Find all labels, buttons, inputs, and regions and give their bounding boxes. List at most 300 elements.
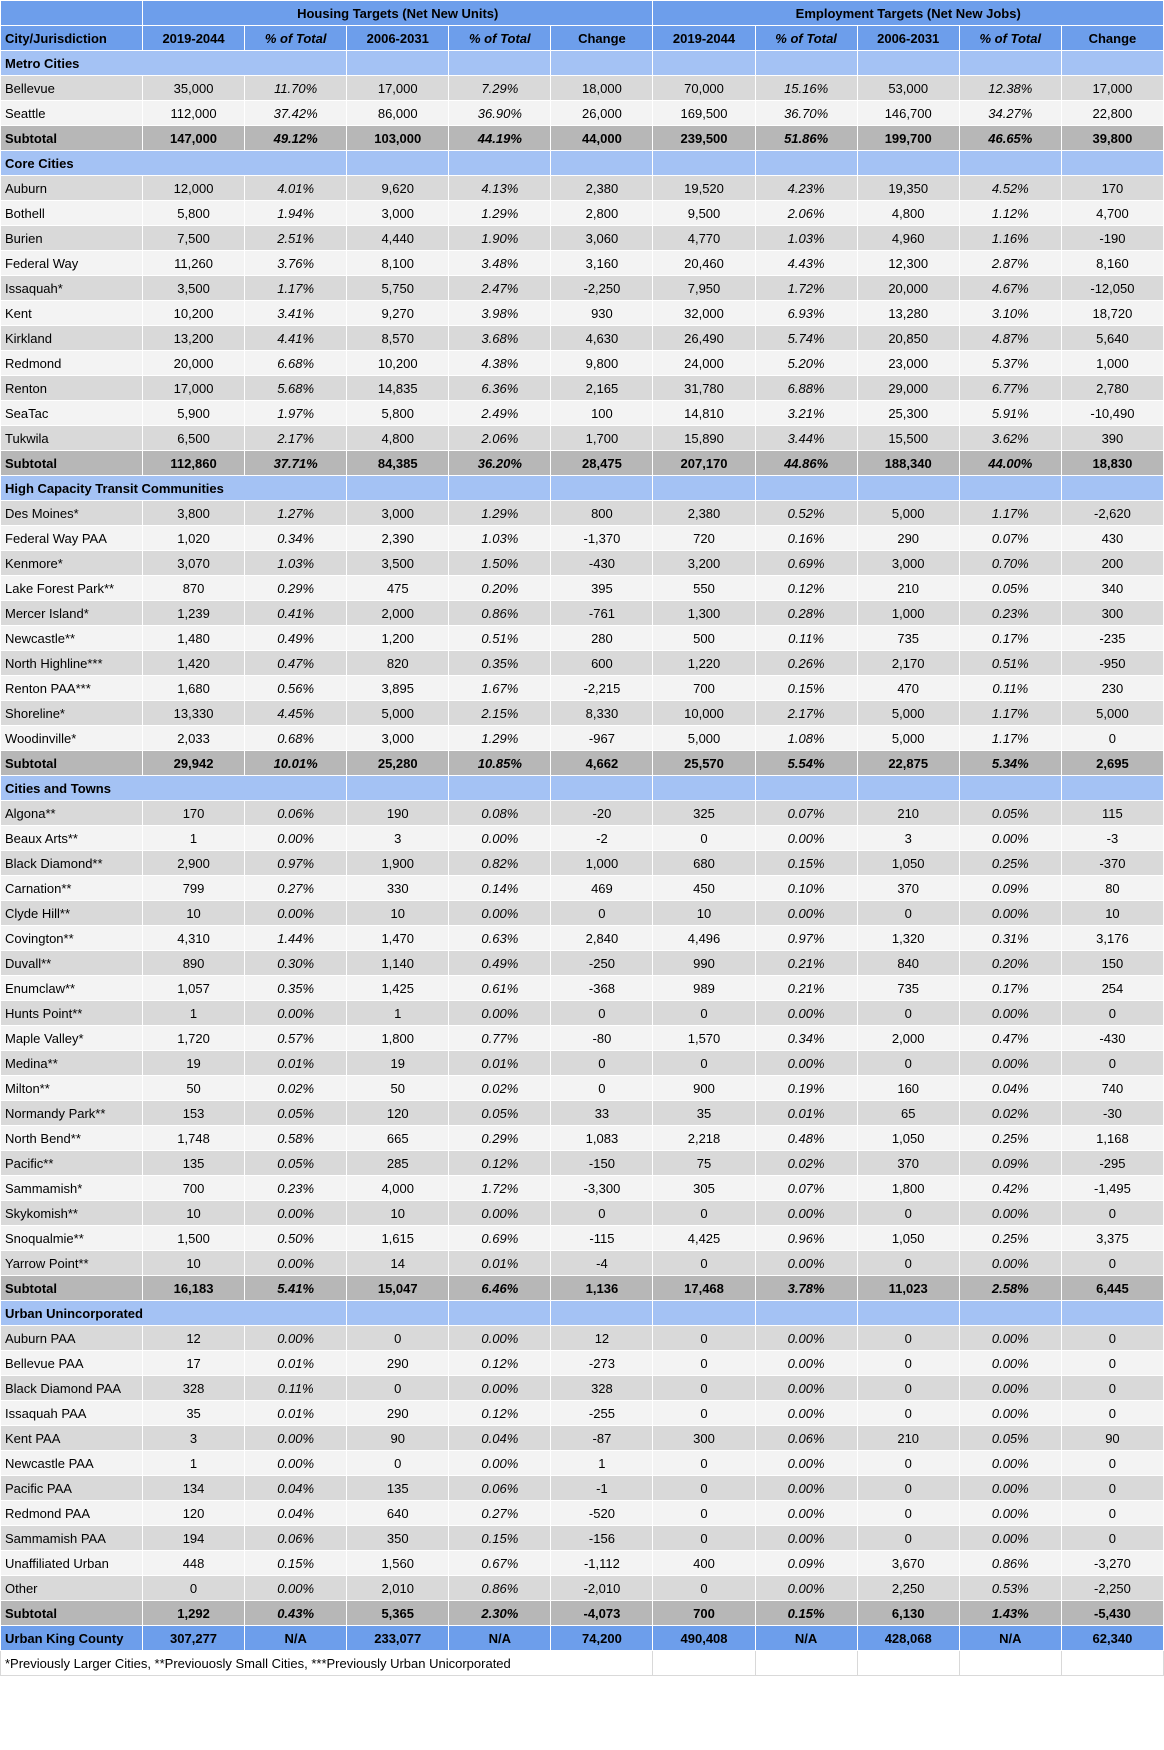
city-cell: Snoqualmie** bbox=[1, 1226, 143, 1251]
value-cell: 5,000 bbox=[347, 701, 449, 726]
housing-col-pct-1: % of Total bbox=[245, 26, 347, 51]
value-cell: 0.34% bbox=[755, 1026, 857, 1051]
subtotal-value-cell: 51.86% bbox=[755, 126, 857, 151]
value-cell: -12,050 bbox=[1061, 276, 1163, 301]
table-row bbox=[1, 1226, 1164, 1251]
value-cell: 65 bbox=[857, 1101, 959, 1126]
subtotal-value-cell: 11,023 bbox=[857, 1276, 959, 1301]
subtotal-value-cell: 15,047 bbox=[347, 1276, 449, 1301]
subtotal-row bbox=[1, 1276, 1164, 1301]
table-row bbox=[1, 326, 1164, 351]
value-cell: 0.56% bbox=[245, 676, 347, 701]
value-cell: 2,390 bbox=[347, 526, 449, 551]
city-cell: Shoreline* bbox=[1, 701, 143, 726]
section-filler-cell bbox=[653, 776, 755, 801]
subtotal-value-cell: 199,700 bbox=[857, 126, 959, 151]
value-cell: 14 bbox=[347, 1251, 449, 1276]
value-cell: 0.00% bbox=[449, 1201, 551, 1226]
subtotal-value-cell: 16,183 bbox=[143, 1276, 245, 1301]
value-cell: 0.00% bbox=[449, 1326, 551, 1351]
subtotal-value-cell: 1,136 bbox=[551, 1276, 653, 1301]
value-cell: 3,800 bbox=[143, 501, 245, 526]
value-cell: 3 bbox=[857, 826, 959, 851]
value-cell: 4.41% bbox=[245, 326, 347, 351]
subtotal-value-cell: 22,875 bbox=[857, 751, 959, 776]
value-cell: 0.02% bbox=[245, 1076, 347, 1101]
value-cell: 800 bbox=[551, 501, 653, 526]
city-cell: Renton bbox=[1, 376, 143, 401]
value-cell: 0.01% bbox=[245, 1401, 347, 1426]
value-cell: 13,280 bbox=[857, 301, 959, 326]
value-cell: 0.00% bbox=[959, 1001, 1061, 1026]
table-row bbox=[1, 1451, 1164, 1476]
value-cell: -190 bbox=[1061, 226, 1163, 251]
city-cell: Auburn bbox=[1, 176, 143, 201]
value-cell: 0 bbox=[653, 1401, 755, 1426]
subtotal-value-cell: 29,942 bbox=[143, 751, 245, 776]
value-cell: 0 bbox=[857, 1051, 959, 1076]
value-cell: 0.04% bbox=[245, 1476, 347, 1501]
table-row bbox=[1, 1026, 1164, 1051]
table-row bbox=[1, 826, 1164, 851]
total-value-cell: N/A bbox=[959, 1626, 1061, 1651]
value-cell: -2,010 bbox=[551, 1576, 653, 1601]
value-cell: -1,495 bbox=[1061, 1176, 1163, 1201]
value-cell: 0.51% bbox=[959, 651, 1061, 676]
table-row bbox=[1, 251, 1164, 276]
section-filler-cell bbox=[959, 51, 1061, 76]
section-header-row bbox=[1, 776, 1164, 801]
value-cell: 0.00% bbox=[755, 1451, 857, 1476]
value-cell: 1,425 bbox=[347, 976, 449, 1001]
value-cell: 20,850 bbox=[857, 326, 959, 351]
section-filler-cell bbox=[755, 151, 857, 176]
footnote-filler-cell bbox=[1061, 1651, 1163, 1676]
value-cell: 0 bbox=[551, 1076, 653, 1101]
table-body bbox=[1, 51, 1164, 1676]
value-cell: 0.00% bbox=[245, 1576, 347, 1601]
value-cell: 0.05% bbox=[245, 1151, 347, 1176]
value-cell: 19,520 bbox=[653, 176, 755, 201]
city-cell: Algona** bbox=[1, 801, 143, 826]
value-cell: 12.38% bbox=[959, 76, 1061, 101]
value-cell: -235 bbox=[1061, 626, 1163, 651]
value-cell: 0.00% bbox=[959, 1501, 1061, 1526]
value-cell: 0 bbox=[653, 1051, 755, 1076]
value-cell: 6.88% bbox=[755, 376, 857, 401]
city-cell: Renton PAA*** bbox=[1, 676, 143, 701]
value-cell: 9,270 bbox=[347, 301, 449, 326]
value-cell: 210 bbox=[857, 801, 959, 826]
value-cell: 370 bbox=[857, 876, 959, 901]
value-cell: 0.23% bbox=[959, 601, 1061, 626]
value-cell: 0 bbox=[857, 1251, 959, 1276]
value-cell: 24,000 bbox=[653, 351, 755, 376]
subtotal-value-cell: 700 bbox=[653, 1601, 755, 1626]
value-cell: 1,720 bbox=[143, 1026, 245, 1051]
value-cell: 0 bbox=[551, 1051, 653, 1076]
housing-col-2019-2044: 2019-2044 bbox=[143, 26, 245, 51]
value-cell: 10 bbox=[143, 1201, 245, 1226]
value-cell: 870 bbox=[143, 576, 245, 601]
value-cell: 0.12% bbox=[755, 576, 857, 601]
value-cell: 1.29% bbox=[449, 501, 551, 526]
table-row bbox=[1, 1526, 1164, 1551]
value-cell: -368 bbox=[551, 976, 653, 1001]
section-filler-cell bbox=[959, 776, 1061, 801]
section-filler-cell bbox=[1061, 476, 1163, 501]
section-filler-cell bbox=[347, 476, 449, 501]
total-value-cell: N/A bbox=[245, 1626, 347, 1651]
value-cell: 0.57% bbox=[245, 1026, 347, 1051]
value-cell: 5.91% bbox=[959, 401, 1061, 426]
city-cell: Redmond PAA bbox=[1, 1501, 143, 1526]
value-cell: 4.01% bbox=[245, 176, 347, 201]
value-cell: 0.06% bbox=[449, 1476, 551, 1501]
city-cell: Milton** bbox=[1, 1076, 143, 1101]
value-cell: 2.15% bbox=[449, 701, 551, 726]
table-row bbox=[1, 1251, 1164, 1276]
value-cell: 169,500 bbox=[653, 101, 755, 126]
section-filler-cell bbox=[959, 1301, 1061, 1326]
section-filler-cell bbox=[857, 151, 959, 176]
value-cell: 14,810 bbox=[653, 401, 755, 426]
table-row bbox=[1, 1401, 1164, 1426]
city-cell: Beaux Arts** bbox=[1, 826, 143, 851]
value-cell: 290 bbox=[347, 1351, 449, 1376]
value-cell: 15,500 bbox=[857, 426, 959, 451]
section-filler-cell bbox=[551, 151, 653, 176]
city-cell: Issaquah* bbox=[1, 276, 143, 301]
value-cell: 0.00% bbox=[449, 1451, 551, 1476]
value-cell: 35 bbox=[653, 1101, 755, 1126]
table-row bbox=[1, 1426, 1164, 1451]
table-row bbox=[1, 676, 1164, 701]
value-cell: 10 bbox=[653, 901, 755, 926]
section-filler-cell bbox=[1061, 151, 1163, 176]
value-cell: 700 bbox=[143, 1176, 245, 1201]
table-row bbox=[1, 601, 1164, 626]
total-value-cell: 62,340 bbox=[1061, 1626, 1163, 1651]
subtotal-value-cell: 5,365 bbox=[347, 1601, 449, 1626]
value-cell: 5.20% bbox=[755, 351, 857, 376]
value-cell: 0.15% bbox=[755, 676, 857, 701]
value-cell: 1,570 bbox=[653, 1026, 755, 1051]
value-cell: 0.25% bbox=[959, 851, 1061, 876]
value-cell: -761 bbox=[551, 601, 653, 626]
value-cell: 0.00% bbox=[755, 826, 857, 851]
table-row bbox=[1, 1101, 1164, 1126]
value-cell: 0.14% bbox=[449, 876, 551, 901]
section-filler-cell bbox=[347, 776, 449, 801]
value-cell: 720 bbox=[653, 526, 755, 551]
subtotal-row bbox=[1, 751, 1164, 776]
value-cell: 135 bbox=[143, 1151, 245, 1176]
value-cell: 1.50% bbox=[449, 551, 551, 576]
value-cell: 17,000 bbox=[347, 76, 449, 101]
value-cell: 0 bbox=[143, 1576, 245, 1601]
value-cell: 15,890 bbox=[653, 426, 755, 451]
value-cell: 14,835 bbox=[347, 376, 449, 401]
section-filler-cell bbox=[1061, 1301, 1163, 1326]
value-cell: 0.52% bbox=[755, 501, 857, 526]
value-cell: 13,330 bbox=[143, 701, 245, 726]
subtotal-value-cell: 18,830 bbox=[1061, 451, 1163, 476]
value-cell: 100 bbox=[551, 401, 653, 426]
table-row bbox=[1, 626, 1164, 651]
value-cell: 469 bbox=[551, 876, 653, 901]
value-cell: 26,000 bbox=[551, 101, 653, 126]
value-cell: 3.76% bbox=[245, 251, 347, 276]
subtotal-value-cell: 36.20% bbox=[449, 451, 551, 476]
table-row bbox=[1, 1151, 1164, 1176]
subtotal-value-cell: 25,570 bbox=[653, 751, 755, 776]
table-row bbox=[1, 801, 1164, 826]
value-cell: 3.68% bbox=[449, 326, 551, 351]
city-cell: Pacific** bbox=[1, 1151, 143, 1176]
value-cell: 820 bbox=[347, 651, 449, 676]
total-row bbox=[1, 1626, 1164, 1651]
value-cell: 1,050 bbox=[857, 851, 959, 876]
value-cell: 930 bbox=[551, 301, 653, 326]
value-cell: 0.17% bbox=[959, 976, 1061, 1001]
section-filler-cell bbox=[755, 1301, 857, 1326]
value-cell: 0.29% bbox=[245, 576, 347, 601]
value-cell: 395 bbox=[551, 576, 653, 601]
value-cell: 1.17% bbox=[959, 701, 1061, 726]
value-cell: 10,000 bbox=[653, 701, 755, 726]
footnote-filler-cell bbox=[857, 1651, 959, 1676]
value-cell: 2.17% bbox=[755, 701, 857, 726]
value-cell: 9,500 bbox=[653, 201, 755, 226]
value-cell: 0.04% bbox=[245, 1501, 347, 1526]
table-row bbox=[1, 1326, 1164, 1351]
value-cell: 0.00% bbox=[959, 1326, 1061, 1351]
value-cell: 1 bbox=[143, 826, 245, 851]
value-cell: 0.06% bbox=[245, 1526, 347, 1551]
value-cell: 3.44% bbox=[755, 426, 857, 451]
value-cell: 0.09% bbox=[755, 1551, 857, 1576]
value-cell: 0.05% bbox=[245, 1101, 347, 1126]
value-cell: 4.45% bbox=[245, 701, 347, 726]
value-cell: 0.26% bbox=[755, 651, 857, 676]
value-cell: 0 bbox=[653, 1001, 755, 1026]
value-cell: 1,050 bbox=[857, 1126, 959, 1151]
value-cell: -2,250 bbox=[1061, 1576, 1163, 1601]
value-cell: 3.10% bbox=[959, 301, 1061, 326]
value-cell: 37.42% bbox=[245, 101, 347, 126]
value-cell: 0 bbox=[1061, 1476, 1163, 1501]
value-cell: 4,960 bbox=[857, 226, 959, 251]
value-cell: 1.97% bbox=[245, 401, 347, 426]
value-cell: 1,470 bbox=[347, 926, 449, 951]
value-cell: 989 bbox=[653, 976, 755, 1001]
value-cell: -20 bbox=[551, 801, 653, 826]
value-cell: 1,300 bbox=[653, 601, 755, 626]
section-filler-cell bbox=[653, 1301, 755, 1326]
value-cell: 390 bbox=[1061, 426, 1163, 451]
subtotal-value-cell: 84,385 bbox=[347, 451, 449, 476]
table-row bbox=[1, 1126, 1164, 1151]
value-cell: 0.00% bbox=[755, 1051, 857, 1076]
city-cell: Tukwila bbox=[1, 426, 143, 451]
table-row bbox=[1, 726, 1164, 751]
value-cell: 0 bbox=[1061, 1051, 1163, 1076]
table-header bbox=[1, 1, 1164, 51]
value-cell: 0.00% bbox=[245, 901, 347, 926]
value-cell: 0 bbox=[1061, 1326, 1163, 1351]
value-cell: -1,112 bbox=[551, 1551, 653, 1576]
value-cell: 19,350 bbox=[857, 176, 959, 201]
value-cell: 8,570 bbox=[347, 326, 449, 351]
value-cell: 0.47% bbox=[959, 1026, 1061, 1051]
value-cell: 1,800 bbox=[347, 1026, 449, 1051]
value-cell: 3,000 bbox=[857, 551, 959, 576]
value-cell: 4.23% bbox=[755, 176, 857, 201]
value-cell: 4.43% bbox=[755, 251, 857, 276]
value-cell: 50 bbox=[347, 1076, 449, 1101]
value-cell: 0 bbox=[551, 1001, 653, 1026]
subtotal-value-cell: 5.54% bbox=[755, 751, 857, 776]
value-cell: 0.17% bbox=[959, 626, 1061, 651]
value-cell: 3 bbox=[347, 826, 449, 851]
subtotal-value-cell: 44.00% bbox=[959, 451, 1061, 476]
table-row bbox=[1, 951, 1164, 976]
value-cell: 0 bbox=[857, 1001, 959, 1026]
value-cell: 3,070 bbox=[143, 551, 245, 576]
section-header-row bbox=[1, 151, 1164, 176]
value-cell: 0 bbox=[1061, 1451, 1163, 1476]
value-cell: 0.96% bbox=[755, 1226, 857, 1251]
value-cell: -370 bbox=[1061, 851, 1163, 876]
value-cell: 254 bbox=[1061, 976, 1163, 1001]
value-cell: 400 bbox=[653, 1551, 755, 1576]
subtotal-value-cell: 6,130 bbox=[857, 1601, 959, 1626]
city-cell: Auburn PAA bbox=[1, 1326, 143, 1351]
value-cell: 0.00% bbox=[245, 1451, 347, 1476]
value-cell: 0.00% bbox=[449, 826, 551, 851]
table-row bbox=[1, 376, 1164, 401]
value-cell: 32,000 bbox=[653, 301, 755, 326]
value-cell: 0 bbox=[653, 1451, 755, 1476]
value-cell: 5.74% bbox=[755, 326, 857, 351]
value-cell: 75 bbox=[653, 1151, 755, 1176]
total-value-cell: N/A bbox=[449, 1626, 551, 1651]
value-cell: 2.49% bbox=[449, 401, 551, 426]
value-cell: 3,895 bbox=[347, 676, 449, 701]
value-cell: 1.08% bbox=[755, 726, 857, 751]
subtotal-value-cell: 10.01% bbox=[245, 751, 347, 776]
section-filler-cell bbox=[857, 476, 959, 501]
subtotal-value-cell: 28,475 bbox=[551, 451, 653, 476]
subtotal-value-cell: 44.19% bbox=[449, 126, 551, 151]
total-label-cell: Urban King County bbox=[1, 1626, 143, 1651]
value-cell: 1.29% bbox=[449, 201, 551, 226]
total-value-cell: 233,077 bbox=[347, 1626, 449, 1651]
value-cell: 115 bbox=[1061, 801, 1163, 826]
value-cell: 0.10% bbox=[755, 876, 857, 901]
value-cell: 6.36% bbox=[449, 376, 551, 401]
value-cell: 740 bbox=[1061, 1076, 1163, 1101]
value-cell: 134 bbox=[143, 1476, 245, 1501]
value-cell: 4.67% bbox=[959, 276, 1061, 301]
value-cell: 9,800 bbox=[551, 351, 653, 376]
city-cell: Skykomish** bbox=[1, 1201, 143, 1226]
value-cell: 0.00% bbox=[959, 1476, 1061, 1501]
total-value-cell: 428,068 bbox=[857, 1626, 959, 1651]
subtotal-value-cell: 2,695 bbox=[1061, 751, 1163, 776]
value-cell: 0.07% bbox=[755, 1176, 857, 1201]
value-cell: 0.21% bbox=[755, 951, 857, 976]
value-cell: 1,239 bbox=[143, 601, 245, 626]
value-cell: 0.00% bbox=[755, 1351, 857, 1376]
value-cell: 10 bbox=[347, 1201, 449, 1226]
section-filler-cell bbox=[1061, 776, 1163, 801]
value-cell: 153 bbox=[143, 1101, 245, 1126]
value-cell: 450 bbox=[653, 876, 755, 901]
value-cell: 2,033 bbox=[143, 726, 245, 751]
value-cell: 3,500 bbox=[143, 276, 245, 301]
section-name-cell: Cities and Towns bbox=[1, 776, 347, 801]
employment-col-2019-2044: 2019-2044 bbox=[653, 26, 755, 51]
value-cell: 0.50% bbox=[245, 1226, 347, 1251]
value-cell: 3.62% bbox=[959, 426, 1061, 451]
subtotal-value-cell: 37.71% bbox=[245, 451, 347, 476]
total-value-cell: N/A bbox=[755, 1626, 857, 1651]
value-cell: 0 bbox=[653, 1576, 755, 1601]
section-name-cell: Core Cities bbox=[1, 151, 347, 176]
value-cell: 0.00% bbox=[959, 826, 1061, 851]
city-cell: Carnation** bbox=[1, 876, 143, 901]
value-cell: -967 bbox=[551, 726, 653, 751]
city-cell: Kenmore* bbox=[1, 551, 143, 576]
value-cell: 0 bbox=[347, 1326, 449, 1351]
value-cell: 0.86% bbox=[449, 601, 551, 626]
section-filler-cell bbox=[347, 51, 449, 76]
section-filler-cell bbox=[755, 51, 857, 76]
value-cell: 475 bbox=[347, 576, 449, 601]
value-cell: 2.51% bbox=[245, 226, 347, 251]
value-cell: -250 bbox=[551, 951, 653, 976]
value-cell: 285 bbox=[347, 1151, 449, 1176]
section-filler-cell bbox=[653, 51, 755, 76]
table-row bbox=[1, 1076, 1164, 1101]
value-cell: 10,200 bbox=[143, 301, 245, 326]
value-cell: 0 bbox=[1061, 1201, 1163, 1226]
section-filler-cell bbox=[449, 476, 551, 501]
value-cell: 1.72% bbox=[755, 276, 857, 301]
value-cell: 1.17% bbox=[245, 276, 347, 301]
value-cell: 0.00% bbox=[755, 1001, 857, 1026]
value-cell: -2,215 bbox=[551, 676, 653, 701]
value-cell: 0.00% bbox=[245, 1201, 347, 1226]
value-cell: 12 bbox=[551, 1326, 653, 1351]
city-cell: Issaquah PAA bbox=[1, 1401, 143, 1426]
value-cell: 0.49% bbox=[245, 626, 347, 651]
value-cell: 135 bbox=[347, 1476, 449, 1501]
value-cell: 550 bbox=[653, 576, 755, 601]
value-cell: 8,160 bbox=[1061, 251, 1163, 276]
value-cell: 170 bbox=[143, 801, 245, 826]
table-row bbox=[1, 651, 1164, 676]
value-cell: 1,900 bbox=[347, 851, 449, 876]
value-cell: 4.52% bbox=[959, 176, 1061, 201]
value-cell: 1,000 bbox=[551, 851, 653, 876]
value-cell: 0.51% bbox=[449, 626, 551, 651]
table-row bbox=[1, 701, 1164, 726]
value-cell: 120 bbox=[347, 1101, 449, 1126]
city-cell: Newcastle PAA bbox=[1, 1451, 143, 1476]
